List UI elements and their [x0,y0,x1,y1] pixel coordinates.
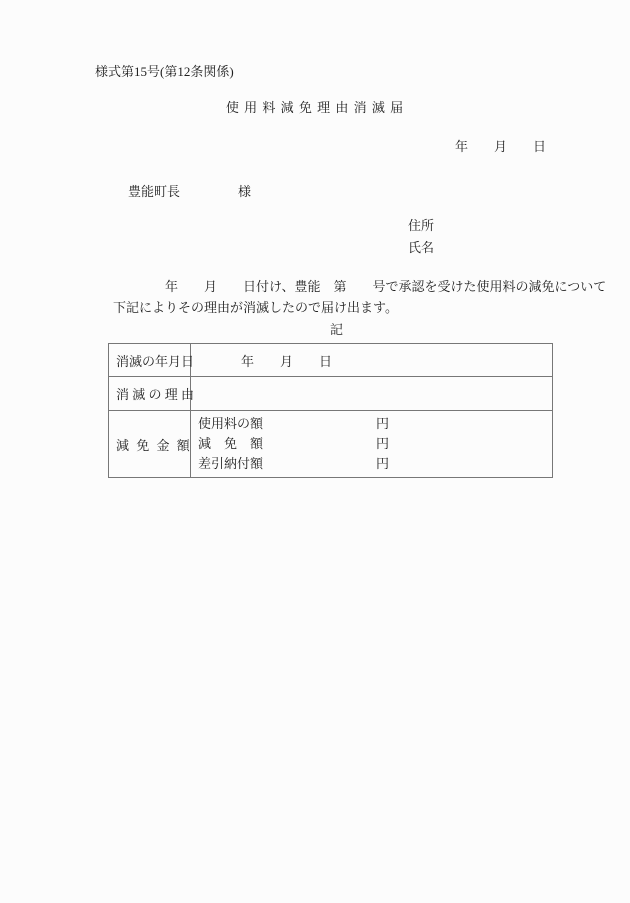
table-row-extinction-date [109,344,552,376]
form-table [108,343,553,478]
row-header-extinction-date: 消滅の年月日 [109,344,191,376]
amount-unit-exempted: 円 [376,436,390,451]
amount-unit-usage-fee: 円 [376,416,390,431]
addressee-honorific: 様 [238,184,252,199]
submission-date-line: 年 月 日 [455,139,547,154]
body-paragraph-line-1: 年 月 日付け、豊能 第 号で承認を受けた使用料の減免について [165,279,607,294]
amount-unit-net-payment: 円 [376,456,390,471]
table-row-extinction-reason [109,376,552,410]
document-title: 使 用 料 減 免 理 由 消 滅 届 [225,100,405,115]
body-paragraph-line-2: 下記によりその理由が消滅したので届け出ます。 [113,300,398,315]
table-row-exemption-amount [109,410,552,477]
amount-line-usage-fee [198,414,552,434]
sender-block [408,215,434,259]
row-value-extinction-reason [191,377,552,410]
amount-label-exempted: 減 免 額 [198,436,264,451]
form-number-label: 様式第15号(第12条関係) [95,64,234,79]
sender-address-label: 住所 [408,218,435,233]
row-header-exemption-amount: 減 免 金 額 [109,411,191,477]
record-marker: 記 [330,322,344,337]
addressee-name: 豊能町長 [128,184,181,199]
row-header-extinction-reason: 消 滅 の 理 由 [109,377,191,410]
row-value-exemption-amount [191,411,552,477]
sender-name-label: 氏名 [408,240,435,255]
body-paragraph [113,276,606,318]
amount-line-net-payment [198,454,552,474]
amount-label-net-payment: 差引納付額 [198,456,264,471]
amount-label-usage-fee: 使用料の額 [198,416,264,431]
amount-line-exempted [198,434,552,454]
addressee-line [128,181,251,200]
row-value-extinction-date: 年 月 日 [241,353,333,369]
